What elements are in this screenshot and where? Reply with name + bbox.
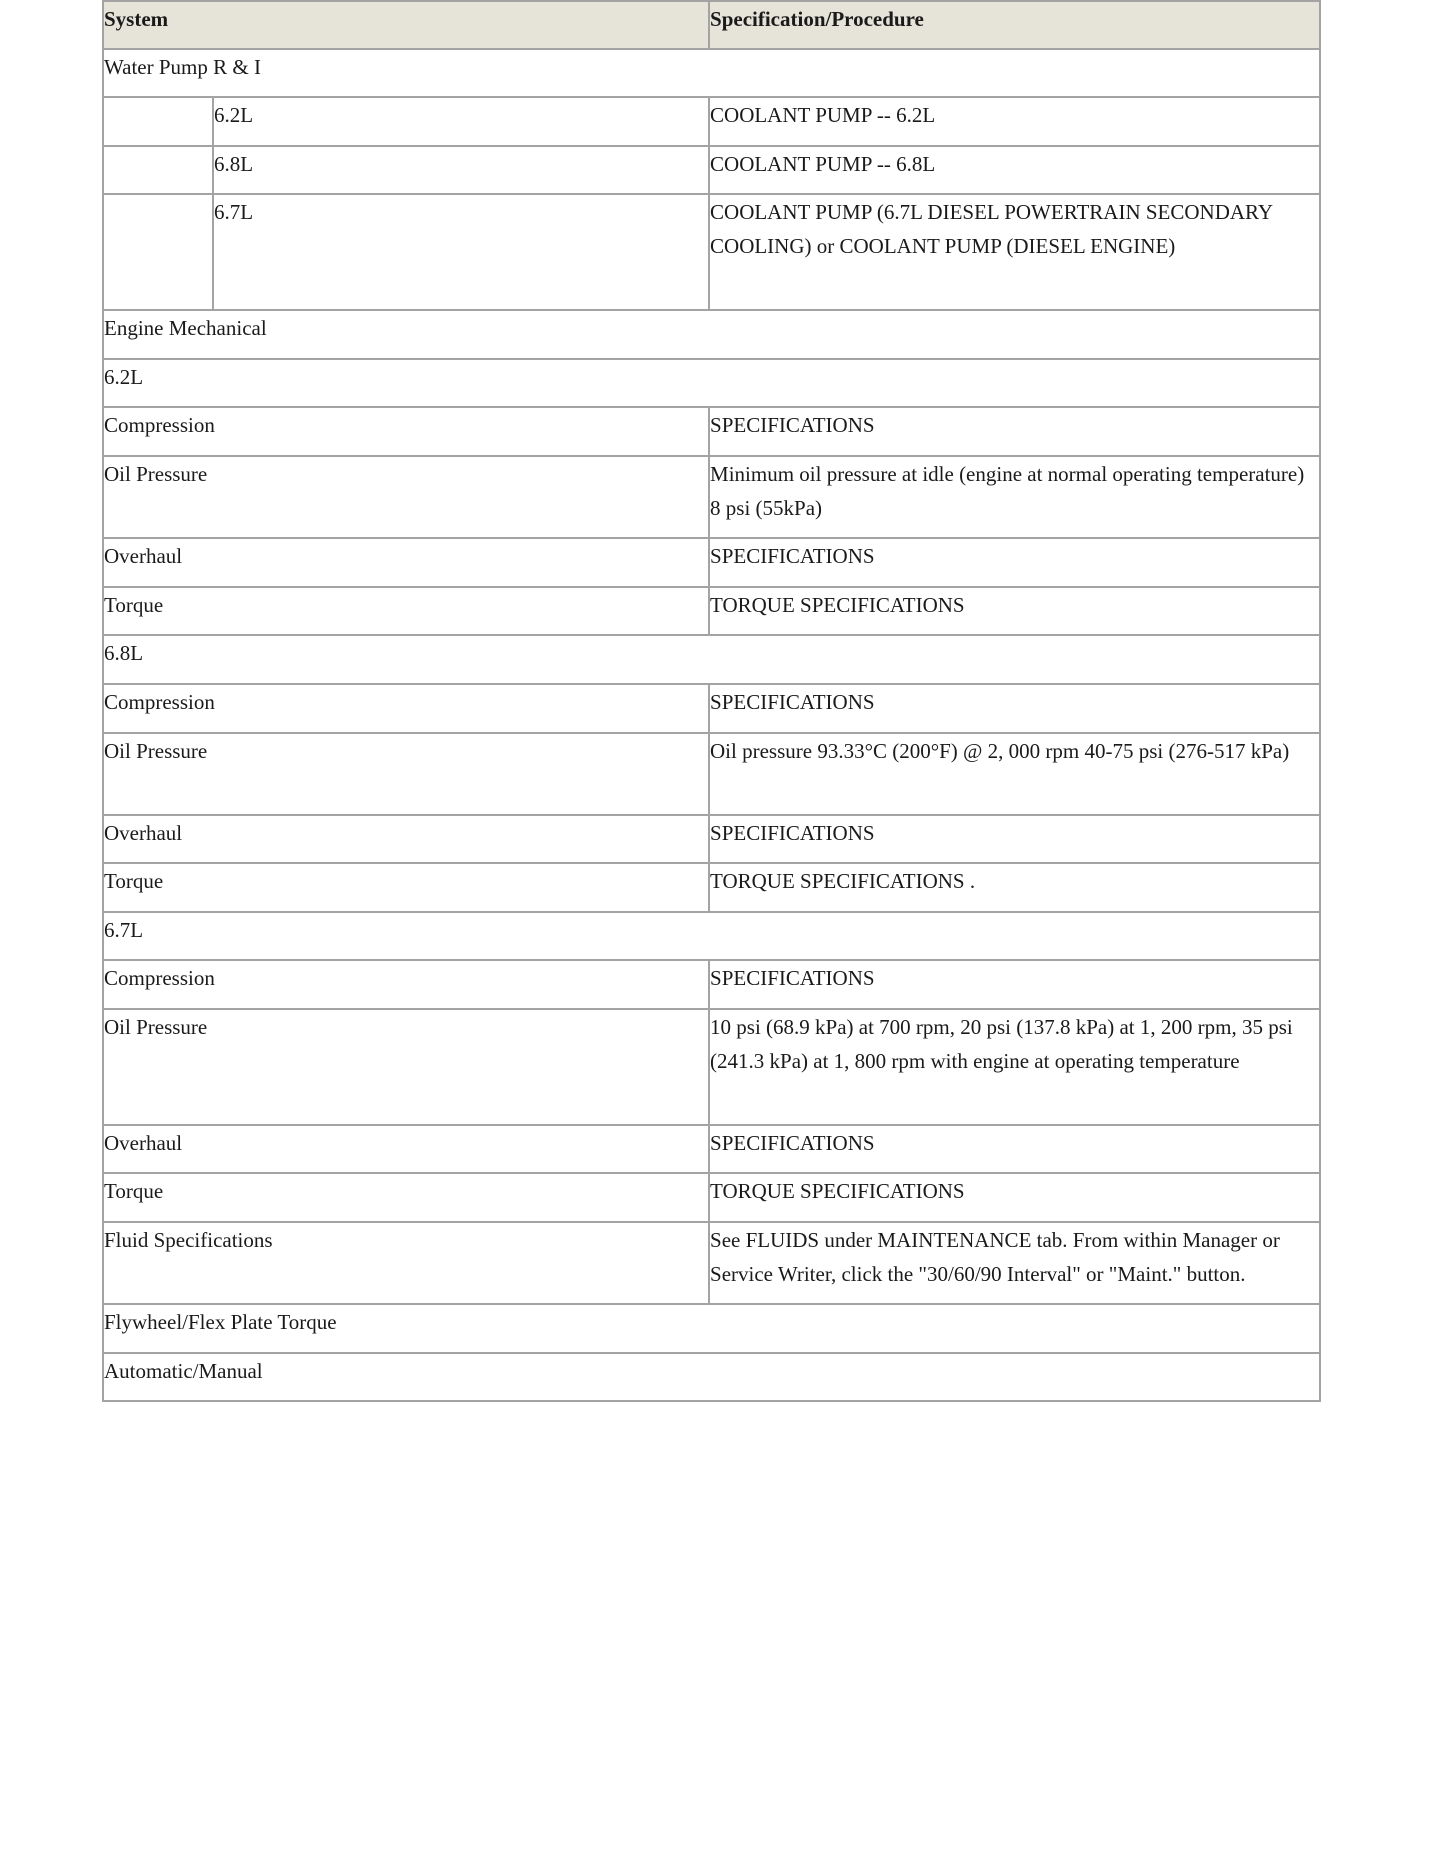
engine-group-row [103, 359, 1320, 407]
spec-value: SPECIFICATIONS [709, 684, 1320, 733]
item-label: Overhaul [103, 538, 709, 587]
item-label: Torque [103, 587, 709, 635]
spec-value: SPECIFICATIONS [709, 1125, 1320, 1173]
item-label: Compression [103, 684, 709, 733]
section-row-transmission [103, 1353, 1320, 1401]
item-label: Oil Pressure [103, 733, 709, 815]
table-row [103, 407, 1320, 456]
table-row [103, 960, 1320, 1009]
engine-label: 6.7L [213, 194, 709, 310]
spec-value: COOLANT PUMP (6.7L DIESEL POWERTRAIN SECONDARY COOLING) or COOLANT PUMP (DIESEL ENGINE) [709, 194, 1320, 310]
item-label: Compression [103, 960, 709, 1009]
spec-value: TORQUE SPECIFICATIONS . [709, 863, 1320, 912]
item-label: Oil Pressure [103, 456, 709, 538]
table-row [103, 538, 1320, 587]
system-column-header: System [103, 1, 709, 49]
spec-value: COOLANT PUMP -- 6.8L [709, 146, 1320, 194]
engine-group-row [103, 912, 1320, 960]
spec-value: SPECIFICATIONS [709, 960, 1320, 1009]
engine-group-title: 6.8L [103, 635, 1320, 684]
flywheel-subtitle: Automatic/Manual [103, 1353, 1320, 1401]
item-label: Oil Pressure [103, 1009, 709, 1125]
spec-value: Minimum oil pressure at idle (engine at normal operating temperature) 8 psi (55kPa) [709, 456, 1320, 538]
table-row [103, 1125, 1320, 1173]
spec-value: SPECIFICATIONS [709, 815, 1320, 863]
table-row [103, 815, 1320, 863]
engine-label: 6.2L [213, 97, 709, 146]
table-header-row [103, 1, 1320, 49]
fluid-spec-label: Fluid Specifications [103, 1222, 709, 1304]
table-row [103, 194, 1320, 310]
fluid-spec-row [103, 1222, 1320, 1304]
item-label: Torque [103, 1173, 709, 1222]
spec-value: 10 psi (68.9 kPa) at 700 rpm, 20 psi (137.8 kPa) at 1, 200 rpm, 35 psi (241.3 kPa) at 1, 800 rpm with engine at operating temperature [709, 1009, 1320, 1125]
table-row [103, 456, 1320, 538]
spec-value: SPECIFICATIONS [709, 407, 1320, 456]
flywheel-title: Flywheel/Flex Plate Torque [103, 1304, 1320, 1353]
spec-value: TORQUE SPECIFICATIONS [709, 587, 1320, 635]
spec-value: Oil pressure 93.33°C (200°F) @ 2, 000 rpm 40-75 psi (276-517 kPa) [709, 733, 1320, 815]
engine-group-title: 6.7L [103, 912, 1320, 960]
spec-value: SPECIFICATIONS [709, 538, 1320, 587]
spec-value: COOLANT PUMP -- 6.2L [709, 97, 1320, 146]
table-row [103, 146, 1320, 194]
spec-column-header: Specification/Procedure [709, 1, 1320, 49]
water-pump-title: Water Pump R & I [103, 49, 1320, 97]
table-row [103, 587, 1320, 635]
section-row-water-pump [103, 49, 1320, 97]
engine-label: 6.8L [213, 146, 709, 194]
spec-value: TORQUE SPECIFICATIONS [709, 1173, 1320, 1222]
indent-cell [103, 97, 213, 146]
table-row [103, 863, 1320, 912]
indent-cell [103, 194, 213, 310]
engine-group-row [103, 635, 1320, 684]
fluid-spec-value: See FLUIDS under MAINTENANCE tab. From within Manager or Service Writer, click the "30/60/90 Interval" or "Maint." button. [709, 1222, 1320, 1304]
item-label: Overhaul [103, 1125, 709, 1173]
table-row [103, 733, 1320, 815]
table-row [103, 97, 1320, 146]
indent-cell [103, 146, 213, 194]
section-row-engine-mechanical [103, 310, 1320, 359]
engine-mechanical-title: Engine Mechanical [103, 310, 1320, 359]
table-row [103, 684, 1320, 733]
engine-group-title: 6.2L [103, 359, 1320, 407]
specification-table [102, 0, 1321, 1402]
item-label: Overhaul [103, 815, 709, 863]
item-label: Compression [103, 407, 709, 456]
table-row [103, 1009, 1320, 1125]
item-label: Torque [103, 863, 709, 912]
section-row-flywheel [103, 1304, 1320, 1353]
table-row [103, 1173, 1320, 1222]
